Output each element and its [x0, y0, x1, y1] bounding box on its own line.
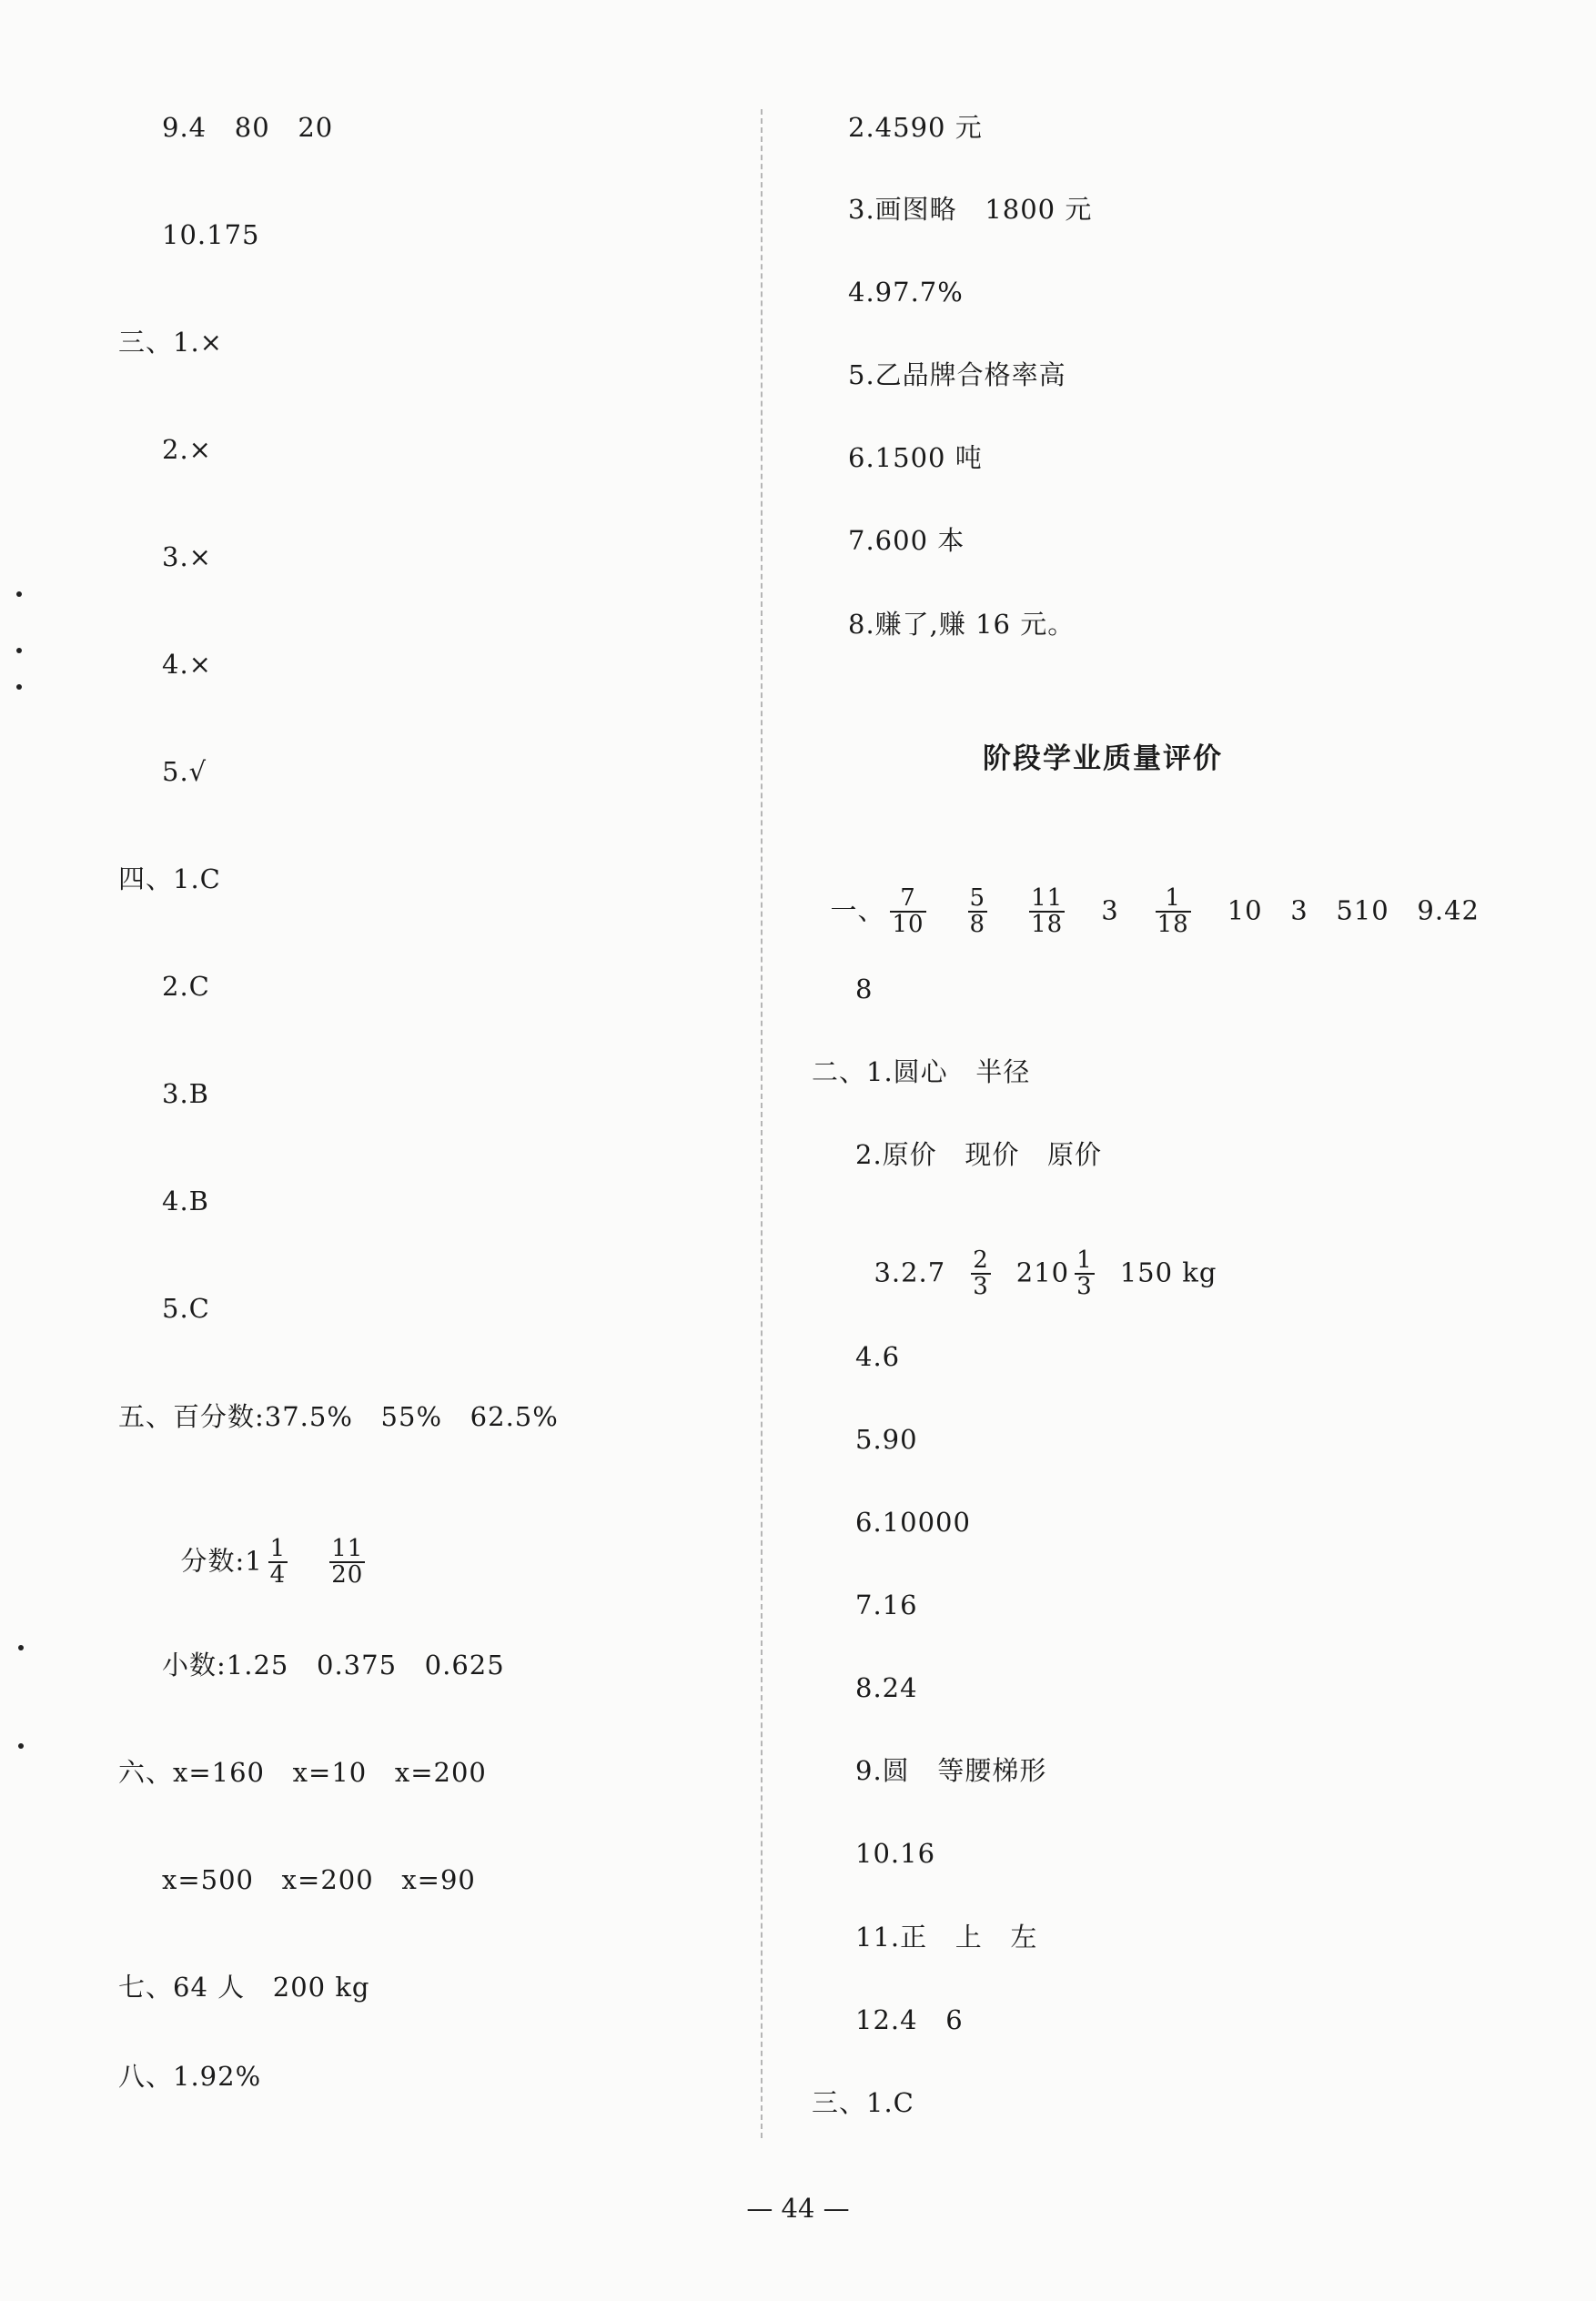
answer-line: 4.97.7% [848, 277, 964, 308]
answer-line: 7.16 [855, 1590, 918, 1620]
answer-line: 5.乙品牌合格率高 [848, 359, 1066, 390]
answer-line: 2.C [162, 971, 210, 1002]
answer-line: 12.4 6 [855, 2004, 964, 2035]
answer-line: 六、x=160 x=10 x=200 [118, 1757, 487, 1788]
answer-line-fractions [162, 1510, 370, 1589]
answer-line: 七、64 人 200 kg [118, 1972, 370, 2003]
fraction-numerator: 1 [269, 1535, 287, 1562]
fraction-prefix: 分数:1 [180, 1545, 263, 1577]
answer-values: 10 3 510 9.42 [1227, 894, 1480, 926]
answer-line: x=500 x=200 x=90 [162, 1864, 476, 1895]
scan-mark [18, 1645, 24, 1650]
answer-line: 四、1.C [118, 863, 221, 894]
fraction-denominator: 3 [1076, 1273, 1093, 1301]
page-number: — 44 — [746, 2193, 850, 2224]
answer-line: 2.× [162, 434, 212, 465]
answer-line: 4.B [162, 1186, 209, 1216]
answer-line: 3.B [162, 1078, 209, 1109]
answer-line: 小数:1.25 0.375 0.625 [162, 1650, 505, 1680]
answer-line: 10.16 [855, 1838, 936, 1869]
fraction-denominator: 20 [331, 1561, 364, 1590]
scan-mark [16, 684, 22, 690]
answer-line: 7.600 本 [848, 525, 965, 556]
answer-line: 2.原价 现价 原价 [855, 1139, 1102, 1170]
answer-line: 8.24 [855, 1672, 918, 1703]
fraction-denominator: 18 [1031, 911, 1064, 939]
fraction [890, 886, 925, 938]
fraction-denominator: 8 [969, 911, 986, 939]
section-prefix: 一、 [830, 894, 885, 926]
fraction [971, 1248, 991, 1300]
fraction-numerator: 11 [331, 1535, 364, 1562]
column-divider [761, 109, 763, 2138]
fraction-denominator: 3 [973, 1273, 989, 1301]
answer-line: 4.× [162, 649, 212, 680]
answer-value: 150 kg [1119, 1256, 1217, 1288]
fraction [268, 1537, 288, 1589]
answer-line: 二、1.圆心 半径 [812, 1056, 1031, 1087]
scan-mark [16, 591, 22, 597]
answer-value: 3 [1101, 894, 1119, 926]
answer-line: 5.90 [855, 1424, 918, 1455]
answer-line: 5.C [162, 1293, 210, 1324]
answer-line: 8.赚了,赚 16 元。 [848, 609, 1076, 640]
answer-value: 210 [1015, 1256, 1070, 1288]
section-title: 阶段学业质量评价 [983, 742, 1223, 775]
answer-line-fractions [812, 860, 1480, 938]
answer-line: 三、1.× [118, 327, 223, 358]
answer-line: 3.画图略 1800 元 [848, 194, 1093, 225]
answer-line: 2.4590 元 [848, 112, 983, 143]
answer-line: 6.1500 吨 [848, 442, 983, 473]
answer-line: 4.6 [855, 1341, 901, 1372]
answer-line: 3.× [162, 541, 212, 572]
scan-mark [18, 1743, 24, 1749]
answer-line: 11.正 上 左 [855, 1922, 1038, 1953]
fraction-denominator: 18 [1157, 911, 1189, 939]
fraction-numerator: 2 [973, 1246, 989, 1274]
answer-line: 5.√ [162, 756, 207, 787]
fraction-numerator: 1 [1076, 1246, 1093, 1274]
answer-line: 10.175 [162, 219, 260, 250]
answer-line: 八、1.92% [118, 2061, 262, 2092]
answer-line: 五、百分数:37.5% 55% 62.5% [118, 1401, 559, 1432]
answer-line: 9.圆 等腰梯形 [855, 1755, 1047, 1786]
answer-line: 6.10000 [855, 1507, 971, 1538]
answer-line: 三、1.C [812, 2087, 914, 2118]
scan-mark [16, 648, 22, 653]
answer-line: 8 [855, 974, 874, 1004]
fraction-numerator: 11 [1031, 884, 1064, 912]
fraction-numerator: 5 [969, 884, 986, 912]
fraction [968, 886, 988, 938]
answer-value: 3.2.7 [874, 1256, 946, 1288]
fraction [1075, 1248, 1095, 1300]
fraction-numerator: 1 [1156, 886, 1191, 913]
fraction [329, 1537, 365, 1589]
answer-line: 9.4 80 20 [162, 112, 334, 143]
fraction [1156, 886, 1191, 938]
fraction-denominator: 4 [269, 1561, 287, 1590]
fraction [1029, 886, 1065, 938]
answer-line-fractions [855, 1222, 1217, 1300]
fraction-denominator: 10 [892, 911, 924, 939]
fraction-numerator: 7 [890, 886, 925, 913]
